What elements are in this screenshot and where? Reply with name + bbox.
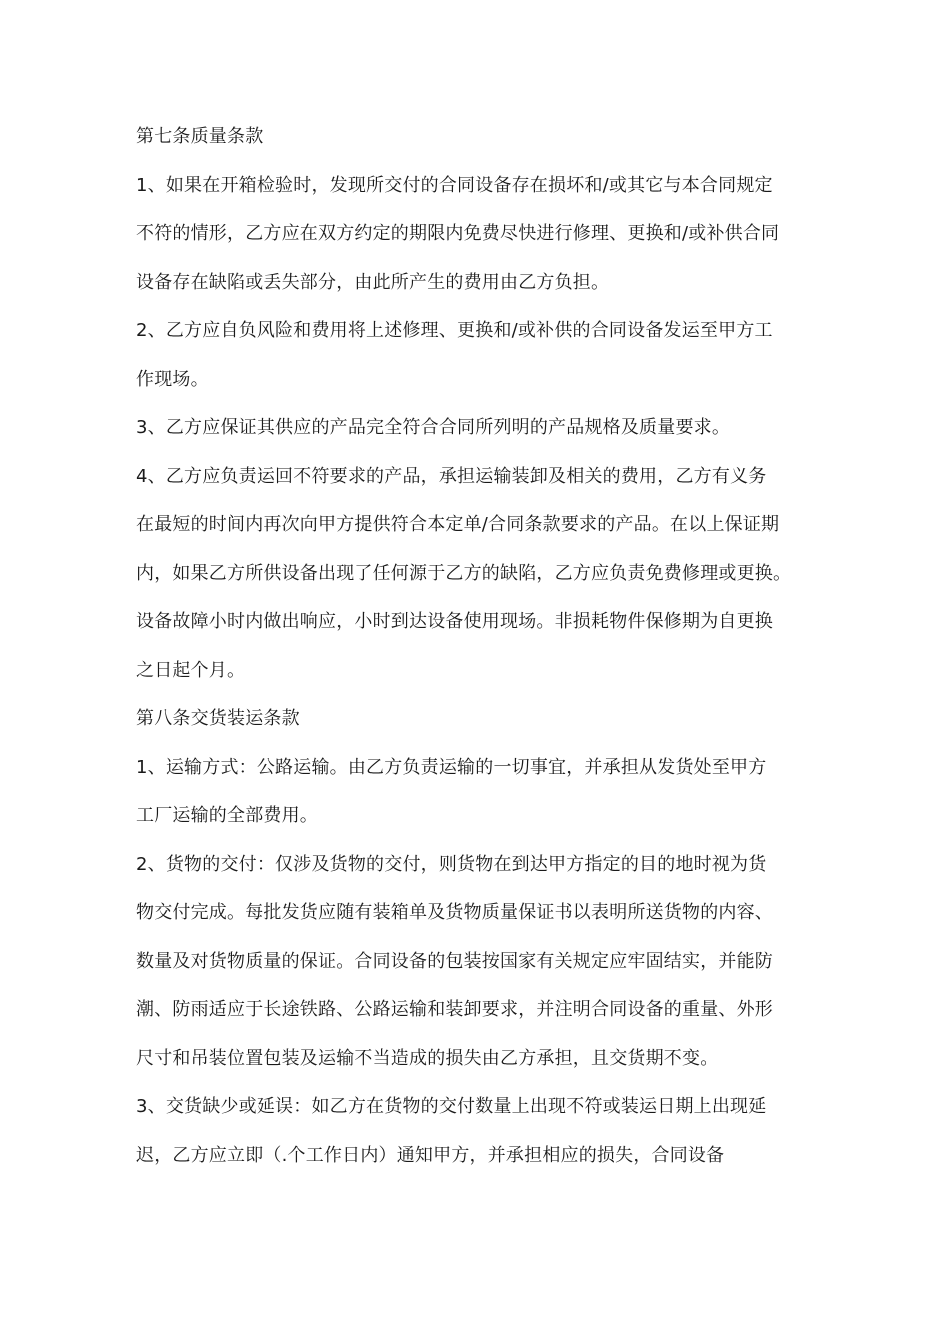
text-line: 尺寸和吊装位置包装及运输不当造成的损失由乙方承担，且交货期不变。: [136, 1047, 719, 1069]
text-line: 物交付完成。每批发货应随有装箱单及货物质量保证书以表明所送货物的内容、: [136, 902, 773, 923]
document-body: [136, 113, 826, 1180]
section-heading-quality: [136, 113, 826, 162]
paragraph-quality-3: [136, 404, 826, 453]
text-line: 第七条质量条款: [136, 126, 264, 147]
paragraph-quality-4: [136, 453, 826, 696]
text-line: 潮、防雨适应于长途铁路、公路运输和装卸要求，并注明合同设备的重量、外形: [136, 999, 773, 1020]
paragraph-quality-1: [136, 162, 826, 308]
paragraph-delivery-3: [136, 1083, 826, 1180]
text-line: 数量及对货物质量的保证。合同设备的包装按国家有关规定应牢固结实，并能防: [136, 950, 773, 972]
text-line: 之日起个月。: [136, 659, 246, 681]
text-line: 1、如果在开箱检验时，发现所交付的合同设备存在损坏和/或其它与本合同规定: [136, 174, 773, 196]
section-heading-delivery: [136, 695, 826, 744]
paragraph-delivery-1: [136, 744, 826, 841]
text-line: 迟，乙方应立即（.个工作日内）通知甲方，并承担相应的损失，合同设备: [136, 1144, 725, 1166]
text-line: 第八条交货装运条款: [136, 708, 300, 729]
paragraph-delivery-2: [136, 841, 826, 1084]
text-line: 2、乙方应自负风险和费用将上述修理、更换和/或补供的合同设备发运至甲方工: [136, 320, 773, 341]
text-line: 工厂运输的全部费用。: [136, 805, 318, 826]
text-line: 4、乙方应负责运回不符要求的产品，承担运输装卸及相关的费用，乙方有义务: [136, 465, 767, 487]
paragraph-quality-2: [136, 307, 826, 404]
text-line: 设备存在缺陷或丢失部分，由此所产生的费用由乙方负担。: [136, 271, 610, 293]
text-line: 内，如果乙方所供设备出现了任何源于乙方的缺陷，乙方应负责免费修理或更换。: [136, 562, 792, 584]
text-line: 3、乙方应保证其供应的产品完全符合合同所列明的产品规格及质量要求。: [136, 417, 731, 438]
text-line: 2、货物的交付：仅涉及货物的交付，则货物在到达甲方指定的目的地时视为货: [136, 853, 767, 875]
text-line: 设备故障小时内做出响应，小时到达设备使用现场。非损耗物件保修期为自更换: [136, 611, 773, 632]
text-line: 在最短的时间内再次向甲方提供符合本定单/合同条款要求的产品。在以上保证期: [136, 514, 780, 535]
text-line: 作现场。: [136, 368, 209, 390]
text-line: 不符的情形，乙方应在双方约定的期限内免费尽快进行修理、更换和/或补供合同: [136, 223, 780, 244]
text-line: 3、交货缺少或延误：如乙方在货物的交付数量上出现不符或装运日期上出现延: [136, 1096, 767, 1117]
text-line: 1、运输方式：公路运输。由乙方负责运输的一切事宜，并承担从发货处至甲方: [136, 756, 767, 778]
